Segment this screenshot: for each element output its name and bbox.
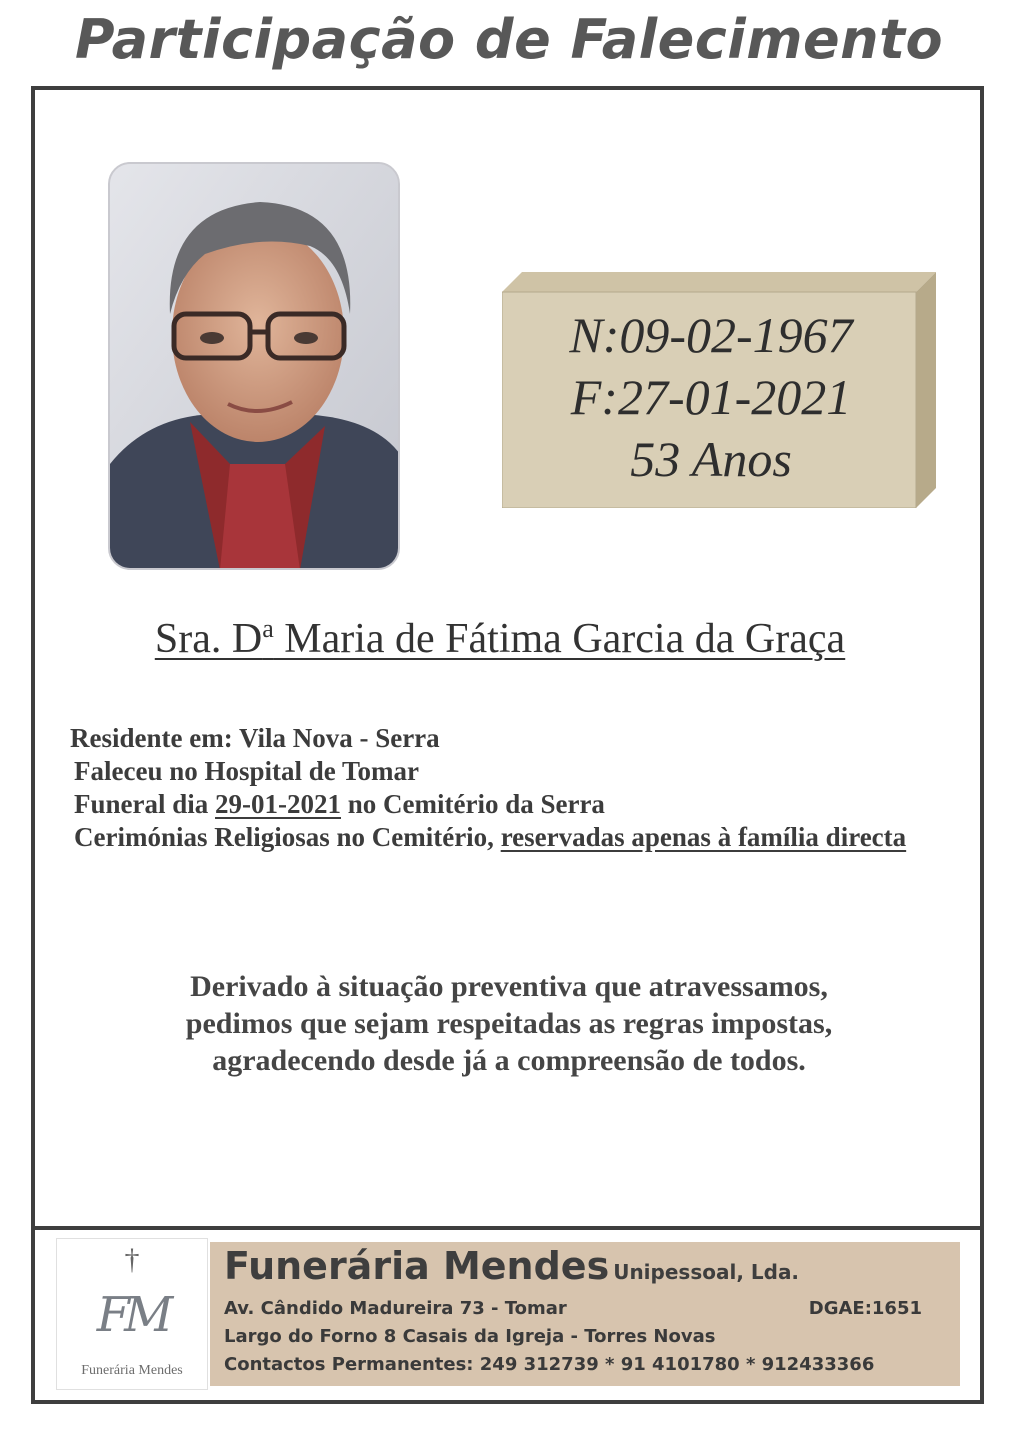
covid-notice [0, 968, 1018, 1079]
name-text: Maria de Fátima Garcia da Graça [273, 616, 846, 662]
address-torres-novas: Largo do Forno 8 Casais da Igreja - Torres Novas [224, 1326, 716, 1347]
company-suffix: Unipessoal, Lda. [613, 1260, 800, 1284]
address-tomar: Av. Cândido Madureira 73 - Tomar [224, 1298, 567, 1319]
page-title: Participação de Falecimento [74, 8, 944, 71]
company-name-line [224, 1244, 799, 1288]
frame-divider [31, 1226, 984, 1230]
died-at-line: Faleceu no Hospital de Tomar [74, 756, 420, 786]
name-superscript: a [262, 614, 274, 643]
name-prefix: Sra. D [154, 616, 263, 662]
notice-line-1: Derivado à situação preventiva que atravessamos, [190, 970, 828, 1003]
funeral-details [70, 722, 906, 854]
notice-line-2: pedimos que sejam respeitadas as regras impostas, [185, 1007, 833, 1040]
ceremonies-prefix: Cerimónias Religiosas no Cemitério, [74, 822, 501, 852]
contacts-line: Contactos Permanentes: 249 312739 * 91 4101780 * 912433366 [224, 1354, 875, 1375]
funeral-line [70, 788, 906, 821]
funeral-prefix: Funeral dia [74, 789, 216, 819]
birth-date: N:09-02-1967 [569, 307, 853, 363]
dgae-number: DGAE:1651 [808, 1298, 922, 1319]
ceremonies-line [70, 821, 906, 854]
dates-stone [502, 272, 936, 508]
notice-line-3: agradecendo desde já a compreensão de todos. [212, 1044, 806, 1077]
age: 53 Anos [630, 431, 792, 487]
company-band [210, 1242, 960, 1386]
logo-caption: Funerária Mendes [81, 1363, 183, 1378]
deceased-photo [108, 162, 400, 570]
deceased-name [0, 614, 1000, 663]
residence-line: Residente em: Vila Nova - Serra [70, 723, 440, 753]
funeral-suffix: no Cemitério da Serra [341, 789, 605, 819]
company-name: Funerária Mendes [224, 1244, 610, 1288]
death-date: F:27-01-2021 [570, 369, 852, 425]
funeral-date: 29-01-2021 [215, 789, 341, 819]
ceremonies-restricted: reservadas apenas à família directa [500, 822, 907, 852]
funeral-home-logo [56, 1238, 208, 1390]
monogram: FM [96, 1287, 168, 1343]
cross-icon: † [124, 1243, 140, 1276]
